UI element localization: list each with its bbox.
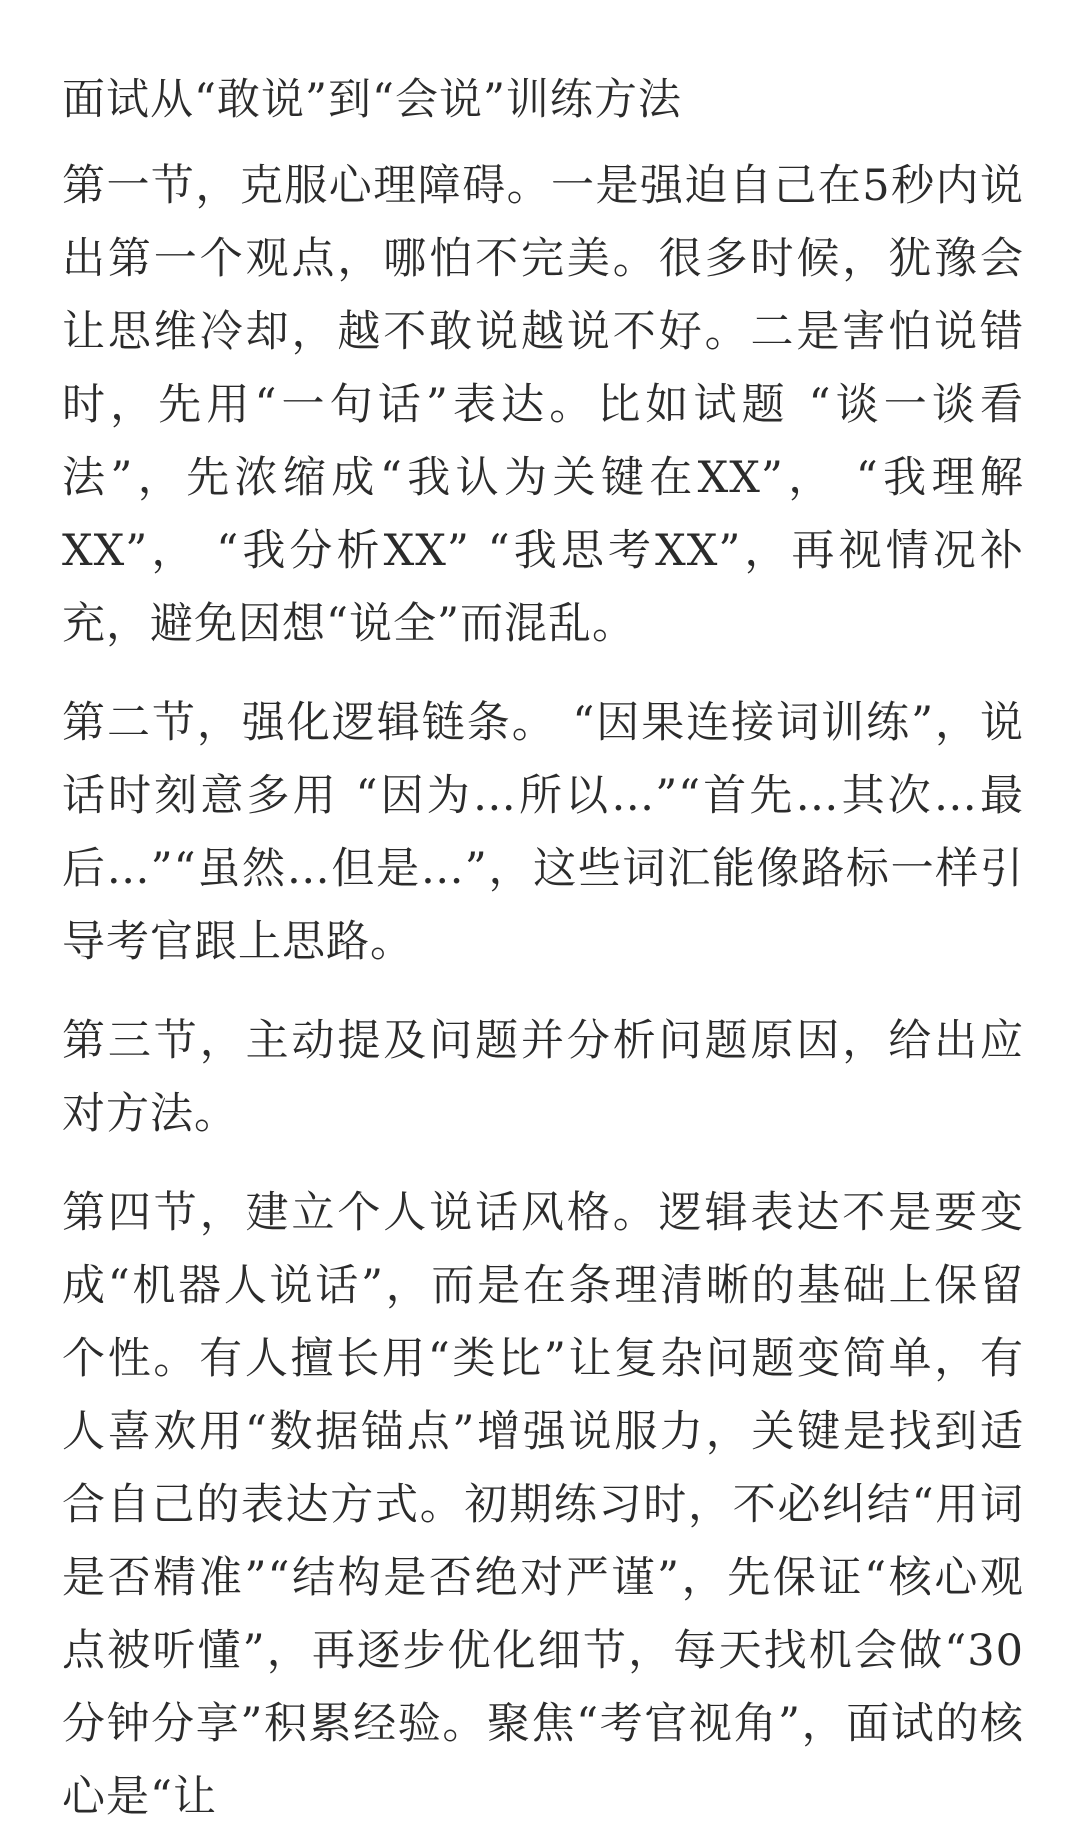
paragraph-section-4: 第四节，建立个人说话风格。逻辑表达不是要变成“机器人说话”，而是在条理清晰的基础上保留个性。有人擅长用“类比”让复杂问题变简单，有人喜欢用“数据锚点”增强说服力，关键是找到适合自己的表达方式。初期练习时，不必纠结“用词是否精准”“结构是否绝对严谨”，先保证“核心观点被听懂”，再逐步优化细节，每天找机会做“30分钟分享”积累经验。聚焦“考官视角”，面试的核心是“让 — [62, 1188, 1024, 1822]
paragraph-section-1: 第一节，克服心理障碍。一是强迫自己在5秒内说出第一个观点，哪怕不完美。很多时候，犹豫会让思维冷却，越不敢说越说不好。二是害怕说错时，先用“一句话”表达。比如试题 “谈一谈看法”，先浓缩成“我认为关键在XX”， “我理解XX”， “我分析XX” “我思考XX”，再视情况补充，避免因想“说全”而混乱。 — [62, 161, 1024, 649]
paragraph-section-3: 第三节，主动提及问题并分析问题原因，给出应对方法。 — [62, 1016, 1024, 1139]
paragraph-section-2: 第二节，强化逻辑链条。 “因果连接词训练”，说话时刻意多用 “因为…所以…”“首先…其次…最后…”“虽然…但是…”，这些词汇能像路标一样引导考官跟上思路。 — [62, 698, 1024, 967]
article-title: 面试从“敢说”到“会说”训练方法 — [62, 75, 682, 125]
